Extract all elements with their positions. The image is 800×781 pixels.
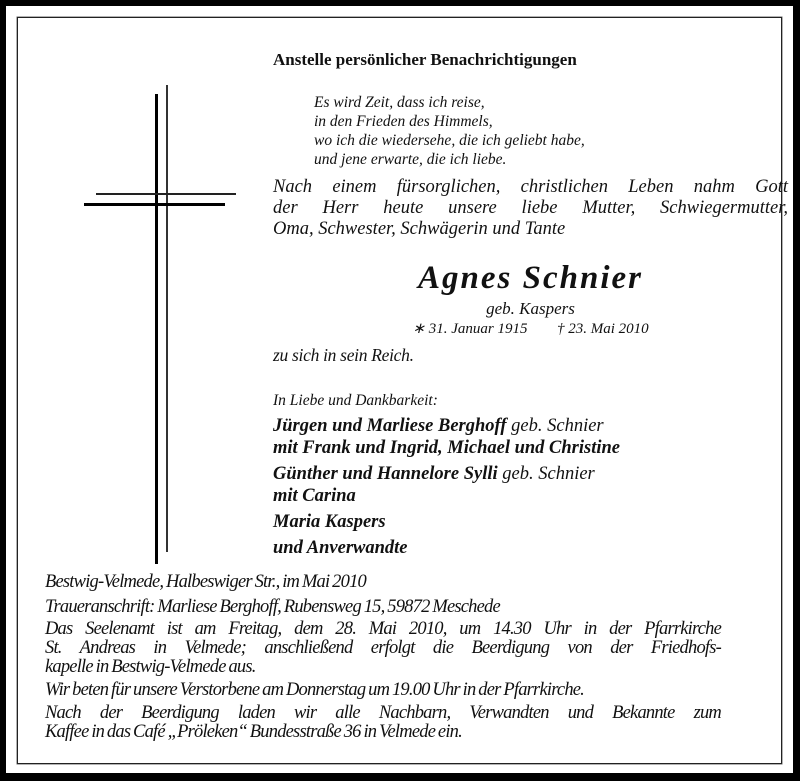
footer-text xyxy=(45,573,721,742)
poem-line: in den Frieden des Himmels, xyxy=(314,113,493,130)
birth-date: 31. Januar 1915 xyxy=(428,321,528,337)
outer-frame xyxy=(6,6,793,773)
deceased-name: Agnes Schnier xyxy=(418,260,643,296)
service-line: St. Andreas in Velmede; anschließend erfolgt die Beerdigung von der Friedhofs- xyxy=(45,638,721,658)
closing-line: zu sich in sein Reich. xyxy=(273,345,414,365)
birth-name: geb. Kaspers xyxy=(486,299,575,318)
family-row: Günther und Hannelore Sylli geb. Schnier xyxy=(273,464,595,484)
family-row: mit Carina xyxy=(273,486,356,506)
birth-star-icon: ∗ xyxy=(412,321,425,337)
intro-line: der Herr heute unsere liebe Mutter, Schwiegermutter, xyxy=(273,198,788,218)
place-date: Bestwig-Velmede, Halbeswiger Str., im Mai 2010 xyxy=(45,572,366,592)
invitation-line: Kaffee in das Café „Pröleken“ Bundesstraße 36 in Velmede ein. xyxy=(45,722,462,742)
poem-line: Es wird Zeit, dass ich reise, xyxy=(314,94,485,111)
family-row: mit Frank und Ingrid, Michael und Christine xyxy=(273,438,620,458)
intro-line: Nach einem fürsorglichen, christlichen Leben nahm Gott xyxy=(273,177,788,197)
intro-line: Oma, Schwester, Schwägerin und Tante xyxy=(273,219,566,239)
family-row: Maria Kaspers xyxy=(273,512,386,532)
family-lead: In Liebe und Dankbarkeit: xyxy=(273,392,438,409)
service-line: Das Seelenamt ist am Freitag, dem 28. Mai 2010, um 14.30 Uhr in der Pfarrkirche xyxy=(45,619,721,639)
prayer-line: Wir beten für unsere Verstorbene am Donnerstag um 19.00 Uhr in der Pfarrkirche. xyxy=(45,680,585,700)
invitation-line: Nach der Beerdigung laden wir alle Nachbarn, Verwandten und Bekannte zum xyxy=(45,703,721,723)
life-dates xyxy=(273,319,788,338)
death-date: 23. Mai 2010 xyxy=(568,321,649,337)
service-line: kapelle in Bestwig-Velmede aus. xyxy=(45,657,256,677)
family-row: Jürgen und Marliese Berghoff geb. Schnier xyxy=(273,416,604,436)
poem-line: wo ich die wiedersehe, die ich geliebt habe, xyxy=(314,132,585,149)
notice-header: Anstelle persönlicher Benachrichtigungen xyxy=(273,50,577,69)
obituary-notice xyxy=(17,17,788,764)
intro-text xyxy=(273,177,788,240)
mourning-address: Traueranschrift: Marliese Berghoff, Rubensweg 15, 59872 Meschede xyxy=(45,597,500,617)
cross-icon xyxy=(18,18,278,578)
family-row: und Anverwandte xyxy=(273,538,408,558)
family-list xyxy=(273,391,620,559)
poem-line: und jene erwarte, die ich liebe. xyxy=(314,151,507,168)
death-cross-icon: † xyxy=(556,321,565,337)
poem xyxy=(314,93,585,169)
